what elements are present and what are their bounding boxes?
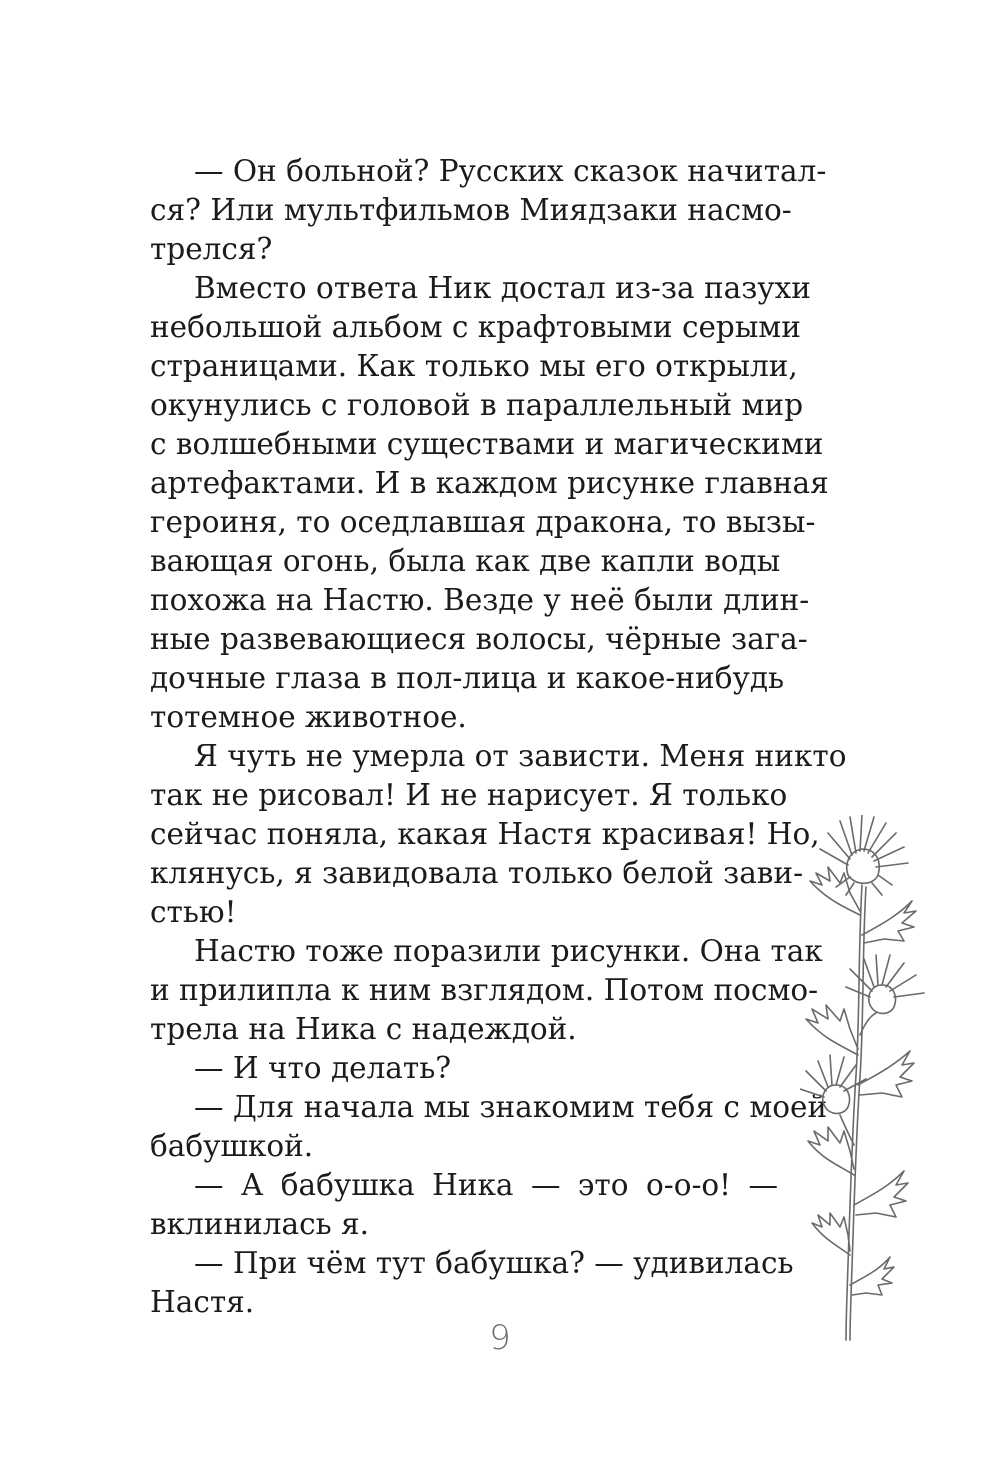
- text-line: вающая огонь, была как две капли воды: [150, 544, 781, 578]
- text-line: — Для начала мы знакомим тебя с моей: [194, 1090, 828, 1124]
- text-line: — Он больной? Русских сказок начитал-: [194, 154, 827, 188]
- text-line: с волшебными существами и магическими: [150, 427, 824, 461]
- text-line: дочные глаза в пол-лица и какое-нибудь: [150, 661, 785, 695]
- thistle-illustration-icon: [800, 815, 930, 1345]
- text-line: Вместо ответа Ник достал из-за пазухи: [194, 271, 811, 305]
- body-text: [150, 152, 847, 1322]
- text-line: страницами. Как только мы его открыли,: [150, 349, 798, 383]
- text-line: ные развевающиеся волосы, чёрные зага-: [150, 622, 808, 656]
- page-number: 9: [489, 1318, 511, 1358]
- text-line: тотемное животное.: [150, 700, 467, 734]
- text-line: артефактами. И в каждом рисунке главная: [150, 466, 829, 500]
- text-line: трела на Ника с надеждой.: [150, 1012, 577, 1046]
- text-line: стью!: [150, 895, 237, 929]
- text-line: героиня, то оседлавшая дракона, то вызы-: [150, 505, 816, 539]
- text-line: так не рисовал! И не нарисует. Я только: [150, 778, 788, 812]
- text-line: окунулись с головой в параллельный мир: [150, 388, 804, 422]
- text-line: Настя.: [150, 1285, 255, 1319]
- text-line: Настю тоже поразили рисунки. Она так: [194, 934, 823, 968]
- text-line: — И что делать?: [194, 1051, 452, 1085]
- text-line: вклинилась я.: [150, 1207, 370, 1241]
- text-line: — А бабушка Ника — это о-о-о! —: [194, 1168, 778, 1202]
- text-line: трелся?: [150, 232, 273, 266]
- text-line: бабушкой.: [150, 1129, 314, 1163]
- text-line: ся? Или мультфильмов Миядзаки насмо-: [150, 193, 792, 227]
- text-line: — При чём тут бабушка? — удивилась: [194, 1246, 794, 1280]
- text-line: и прилипла к ним взглядом. Потом посмо-: [150, 973, 819, 1007]
- text-line: сейчас поняла, какая Настя красивая! Но,: [150, 817, 820, 851]
- text-line: похожа на Настю. Везде у неё были длин-: [150, 583, 810, 617]
- text-line: небольшой альбом с крафтовыми серыми: [150, 310, 801, 344]
- text-line: клянусь, я завидовала только белой зави-: [150, 856, 804, 890]
- text-line: Я чуть не умерла от зависти. Меня никто: [194, 739, 847, 773]
